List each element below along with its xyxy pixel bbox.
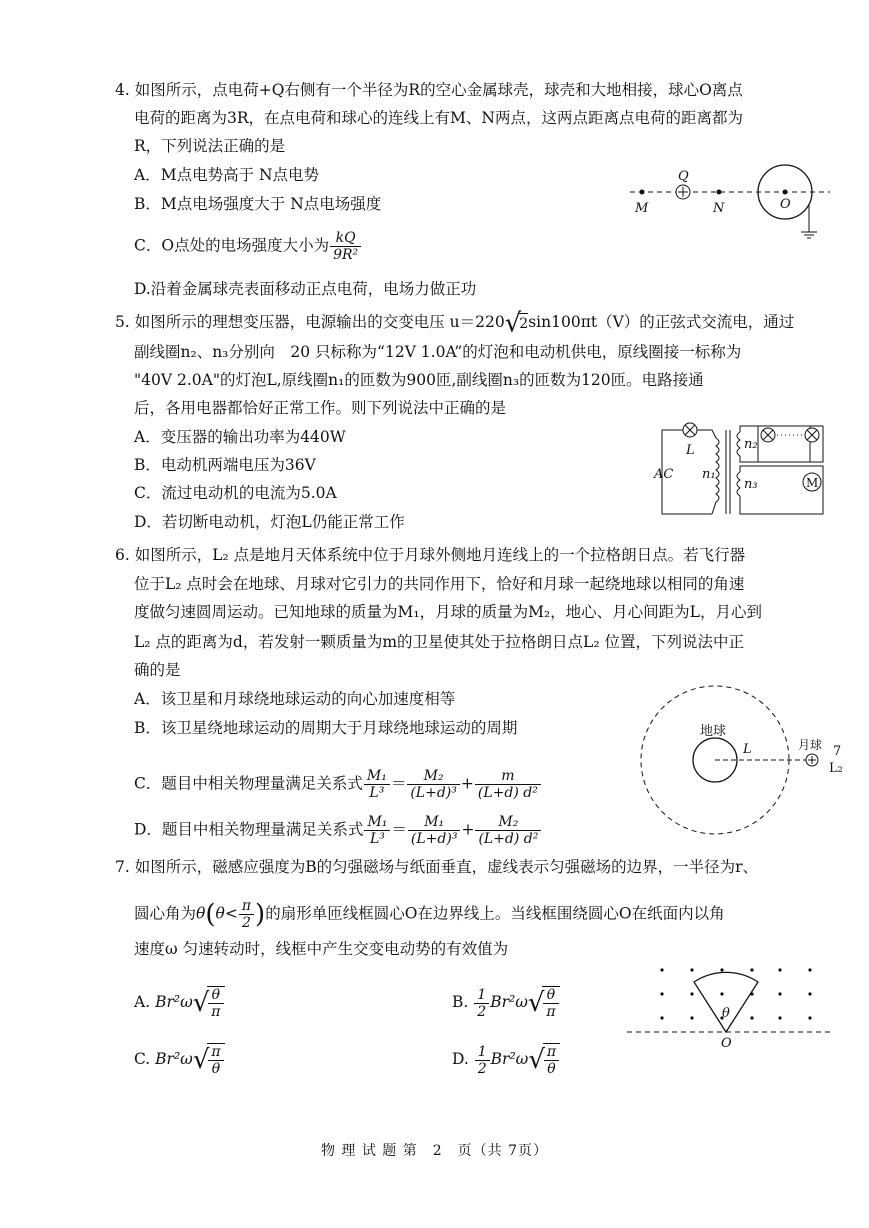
q6-label-l2: L₂ — [829, 761, 843, 776]
q6-d-frac3-den: (L+d) d² — [478, 831, 539, 847]
q6-line3: 度做匀速圆周运动。已知地球的质量为M₁，月球的质量为M₂，地心、月心间距为L，月心到 — [134, 603, 762, 621]
q7-option-b-sqrt: √ $\frac{\theta}{\pi}$ — [528, 986, 560, 1020]
q4-line1: 4. 如图所示，点电荷+Q右侧有一个半径为R的空心金属球壳，球壳和大地相接，球心O离点 — [115, 81, 743, 99]
q5-label-motor: M — [806, 476, 819, 490]
q7-line1: 7. 如图所示，磁感应强度为B的匀强磁场与纸面垂直，虚线表示匀强磁场的边界，一半径为r、 — [115, 858, 759, 876]
q4-line2: 电荷的距离为3R，在点电荷和球心的连线上有M、N两点，这两点距离点电荷的距离都为 — [134, 109, 743, 127]
q7-option-a-sqrt: √ $\frac{\theta}{\pi}$ — [193, 986, 225, 1020]
q7-option-d-half-den: 2 — [477, 1060, 487, 1077]
q6-d-frac1-num: M₁ — [364, 814, 390, 831]
q4-point-n — [717, 190, 722, 195]
q5-label-n3: n₃ — [744, 477, 758, 492]
q6-d-frac1-den: L³ — [369, 831, 385, 847]
q6-figure — [630, 685, 860, 835]
q5-sqrt-value: 2 — [519, 313, 528, 334]
q5-label-n2: n₂ — [744, 437, 758, 452]
q5-sqrt: √2 — [504, 308, 529, 338]
q7-option-c-expr: Br²ω — [155, 1050, 193, 1068]
q7-sector-frame — [694, 972, 758, 1032]
q4-option-b: B．M点电场强度大于 N点电场强度 — [134, 195, 382, 213]
q6-option-c-text: C．题目中相关物理量满足关系式 — [134, 774, 363, 793]
q6-line4: L₂ 点的距离为d，若发射一颗质量为m的卫星使其处于拉格朗日点L₂ 位置，下列说法中正 — [134, 633, 744, 651]
q7-option-a-expr: Br²ω — [155, 993, 193, 1011]
q5-option-b: B．电动机两端电压为36V — [134, 456, 316, 474]
q4-figure — [625, 160, 840, 240]
q6-c-frac2 — [407, 768, 460, 801]
q6-option-d-text: D．题目中相关物理量满足关系式 — [134, 820, 364, 839]
q6-label-earth: 地球 — [700, 724, 727, 739]
q6-c-eq: ＝ — [390, 774, 407, 793]
q6-d-frac3 — [475, 814, 541, 847]
q6-label-l: L — [743, 742, 752, 757]
q7-option-b-half-den: 2 — [477, 1003, 487, 1020]
q6-c-frac3-den: (L+d) d² — [477, 785, 538, 801]
q6-d-frac2 — [408, 814, 461, 847]
q4-frac-den: 9R² — [333, 247, 359, 263]
q4-point-m — [640, 190, 645, 195]
q5-label-n1: n₁ — [702, 467, 716, 482]
q7-option-a — [134, 986, 225, 1020]
q6-d-frac1 — [364, 814, 390, 847]
q7-paren-close: ) — [255, 899, 266, 930]
q7-option-c-den: θ — [211, 1061, 221, 1077]
q7-pi-over-2 — [239, 898, 254, 931]
q6-option-a: A．该卫星和月球绕地球运动的向心加速度相等 — [134, 690, 456, 708]
q5-line1 — [115, 308, 795, 338]
q6-label-moon: 月球 — [798, 738, 823, 752]
q7-option-c-sqrt: √ $\frac{\pi}{\theta}$ — [193, 1043, 225, 1077]
q7-option-b-den: π — [546, 1004, 556, 1020]
q7-option-d-half-num: 1 — [475, 1044, 490, 1061]
q7-line2-a: 圆心角为 — [134, 904, 197, 923]
q6-option-d — [134, 814, 542, 847]
q7-label-theta: θ — [722, 1006, 730, 1021]
q7-option-d-den: θ — [547, 1061, 556, 1077]
q7-option-d — [452, 1043, 560, 1077]
q6-line2: 位于L₂ 点时会在地球、月球对它引力的共同作用下，恰好和月球一起绕地球以相同的角速 — [134, 575, 745, 593]
q7-field-dots — [660, 968, 811, 1019]
q6-c-plus: + — [460, 774, 474, 793]
q6-option-c — [134, 768, 542, 801]
q5-figure — [650, 418, 830, 523]
q5-option-c: C．流过电动机的电流为5.0A — [134, 484, 337, 502]
q5-option-a: A．变压器的输出功率为440W — [134, 428, 346, 446]
q6-line1: 6. 如图所示，L₂ 点是地月天体系统中位于月球外侧地月连线上的一个拉格朗日点。若飞行器 — [115, 546, 746, 564]
q7-option-a-label: A. — [134, 993, 151, 1011]
page-footer: 物 理 试 题 第 2 页（共 7页） — [320, 1143, 549, 1159]
q7-option-d-num: π — [544, 1044, 559, 1061]
q4-label-o: O — [780, 197, 791, 212]
q6-c-frac1-num: M₁ — [364, 768, 390, 785]
q7-cond: θ< — [215, 904, 238, 923]
q7-theta: θ — [196, 904, 206, 923]
q6-d-frac3-num: M₂ — [475, 814, 541, 831]
q6-d-frac2-num: M₁ — [408, 814, 461, 831]
q4-option-c-fraction — [330, 230, 361, 263]
q7-option-b — [452, 986, 560, 1020]
q7-option-a-num: θ — [208, 987, 223, 1004]
q5-label-ac: AC — [654, 467, 674, 482]
q7-label-o: O — [721, 1036, 732, 1051]
q6-line5: 确的是 — [134, 661, 181, 679]
q4-label-n: N — [713, 201, 725, 216]
q7-two: 2 — [241, 915, 251, 931]
q6-d-plus: + — [461, 820, 475, 839]
q4-frac-num: kQ — [330, 230, 361, 247]
q5-line1-a: 5. 如图所示的理想变压器，电源输出的交变电压 u＝220 — [115, 313, 505, 331]
q5-line2: 副线圈n₂、n₃分别向 20 只标称为“12V 1.0A”的灯泡和电动机供电，原线圈接一标称为 — [134, 343, 742, 361]
q7-option-d-sqrt: √ $\frac{\pi}{\theta}$ — [528, 1043, 560, 1077]
q7-figure — [622, 962, 837, 1052]
q7-option-c-label: C. — [134, 1050, 151, 1068]
q7-paren-open: ( — [205, 899, 216, 930]
q6-c-frac2-den: (L+d)³ — [410, 785, 457, 801]
q6-c-frac1-den: L³ — [369, 785, 385, 801]
q7-option-b-expr: Br²ω — [490, 993, 528, 1011]
q4-label-q: Q — [678, 169, 689, 184]
q7-option-b-half-num: 1 — [474, 987, 489, 1004]
q4-option-c-text: C．O点处的电场强度大小为 — [134, 236, 330, 255]
q4-line3: R，下列说法正确的是 — [134, 137, 286, 155]
q7-line2-b: 的扇形单匝线框圆心O在边界线上。当线框围绕圆心O在纸面内以角 — [265, 904, 725, 923]
q7-option-b-label: B. — [452, 993, 469, 1011]
q7-option-d-label: D. — [452, 1050, 469, 1068]
q6-d-frac2-den: (L+d)³ — [410, 831, 458, 847]
q6-c-frac3 — [475, 768, 541, 801]
q7-line3: 速度ω 匀速转动时，线框中产生交变电动势的有效值为 — [134, 940, 509, 958]
q4-label-m: M — [635, 201, 649, 216]
q7-pi: π — [239, 898, 254, 915]
q4-option-a: A．M点电势高于 N点电势 — [134, 166, 320, 184]
q5-line3: "40V 2.0A"的灯泡L,原线圈n₁的匝数为900匝,副线圈n₃的匝数为120匝。电路接通 — [134, 371, 704, 389]
q7-option-a-den: π — [211, 1004, 221, 1020]
q5-line1-b: sin100πt（V）的正弦式交流电，通过 — [528, 313, 795, 331]
q6-d-eq: ＝ — [391, 820, 407, 839]
q6-c-frac2-num: M₂ — [407, 768, 460, 785]
q6-label-seven: 7 — [833, 744, 842, 759]
q5-option-d: D．若切断电动机，灯泡L仍能正常工作 — [134, 513, 405, 531]
q6-c-frac1 — [364, 768, 390, 801]
q7-option-c-num: π — [208, 1044, 223, 1061]
q7-option-b-num: θ — [543, 987, 558, 1004]
q4-option-d: D.沿着金属球壳表面移动正点电荷，电场力做正功 — [134, 280, 477, 298]
q4-option-c — [134, 230, 362, 263]
q7-line2 — [134, 898, 725, 931]
q5-label-l: L — [686, 443, 695, 458]
q5-line4: 后，各用电器都恰好正常工作。则下列说法中正确的是 — [134, 399, 507, 417]
q7-option-d-expr: Br²ω — [490, 1050, 529, 1068]
q6-c-frac3-num: m — [475, 768, 541, 785]
q7-option-c — [134, 1043, 225, 1077]
q6-option-b: B．该卫星绕地球运动的周期大于月球绕地球运动的周期 — [134, 719, 518, 737]
